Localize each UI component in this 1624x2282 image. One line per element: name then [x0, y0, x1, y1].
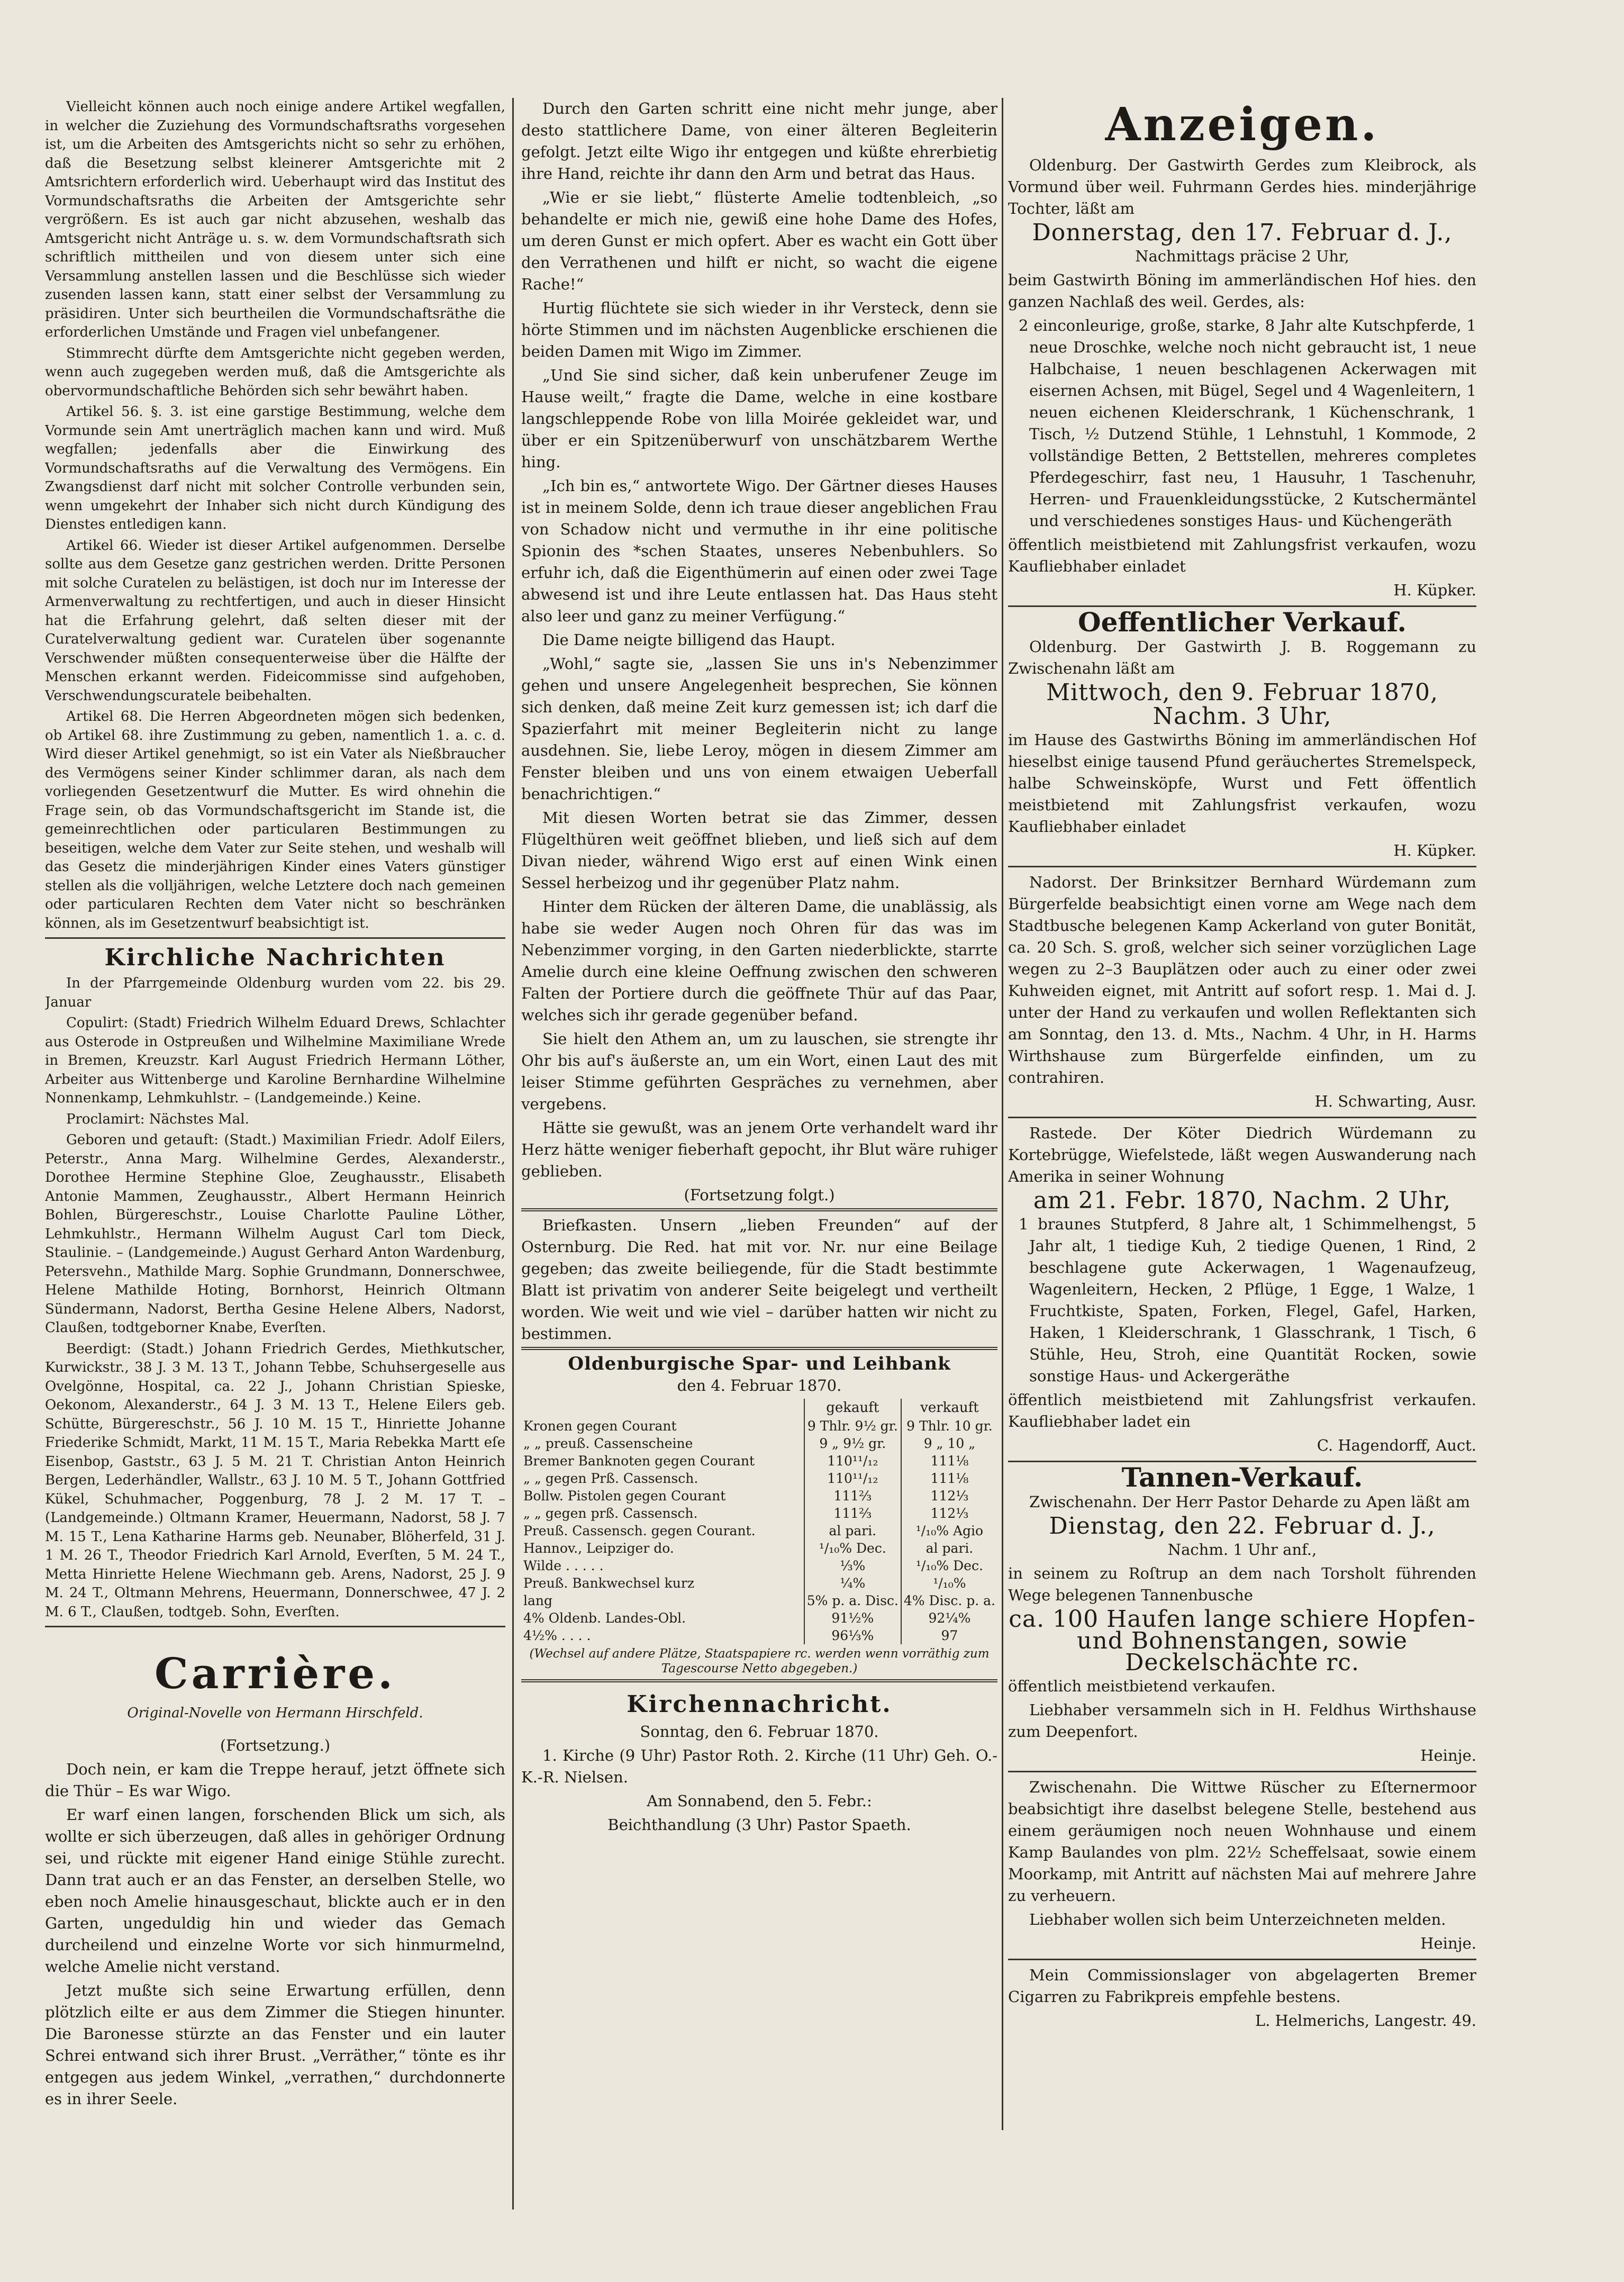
ad-date: am 21. Febr. 1870, Nachm. 2 Uhr, — [1033, 1187, 1451, 1214]
sell-value: 9 Thlr. 10 gr. — [901, 1417, 997, 1435]
buy-value: 9 Thlr. 9½ gr. — [804, 1417, 901, 1435]
buy-value: 111⅔ — [804, 1505, 901, 1522]
table-row — [521, 1505, 997, 1522]
bank-date: den 4. Februar 1870. — [677, 1377, 842, 1394]
column-left — [45, 98, 505, 2112]
sell-value: 111⅛ — [901, 1452, 997, 1470]
ad-signature: L. Helmerichs, Langestr. 49. — [1255, 2012, 1476, 2030]
row-label: „ „ gegen prß. Cassensch. — [523, 1506, 698, 1521]
divider — [1008, 1771, 1476, 1772]
paragraph: In der Pfarrgemeinde Oldenburg wurden vom 22. bis 29. Januar — [45, 975, 505, 1010]
ad-items: 1 braunes Stutpferd, 8 Jahre alt, 1 Schimmelhengst, 5 Jahr alt, 1 tiedige Kuh, 2 tiedige Quenen, 1 Rind, 2 beschlagene gute Ackerwagen, 1 Wagenaufzeug, Wagenleitern, Hecken, 2 Pflüge, 1 Egge, 1 Walze, 1 Fruchtkiste, Spaten, Forken, Flegel, Gafel, Harken, Haken, 1 Kleiderschrank, 1 Glasschrank, 1 Tisch, 6 Stühle, Heu, Stroh, eine Quantität Rocken, sowie sonstige Haus- und Ackergeräthe — [1019, 1215, 1476, 1385]
legal-commentary — [45, 98, 505, 933]
continuation-note: (Fortsetzung.) — [220, 1736, 331, 1754]
paragraph: Stimmrecht dürfte dem Amtsgerichte nicht gegeben werden, wenn auch zugegeben werden muß, daß die Amtsgerichte als obervormundschaftliche Behörden sich sehr bewährt haben. — [45, 345, 505, 399]
table-header — [521, 1399, 997, 1417]
ad-intro: Zwischenahn. Der Herr Pastor Deharde zu Apen läßt am — [1029, 1493, 1470, 1511]
sell-value: 97 — [901, 1627, 997, 1644]
row-label: 4½% . . . . — [523, 1628, 591, 1643]
buy-value: 5% p. a. Disc. — [804, 1592, 901, 1609]
paragraph: „Ich bin es,“ antwortete Wigo. Der Gärtner dieses Hauses ist in meinem Solde, denn ich traue dieser angeblichen Frau von Schadow nicht und vermuthe in ihr eine politische Spionin des *schen Staates, unseres Nebenbuhlers. So erfuhr ich, daß die Eigenthümerin auf einen oder zwei Tage abwesend ist und ihre Leute entlassen hat. Das Haus steht also leer und ganz zu meiner Verfügung.“ — [521, 477, 997, 625]
paragraph: Proclamirt: Nächstes Mal. — [66, 1111, 249, 1127]
ad-signature: Heinje. — [1420, 1746, 1476, 1764]
ad-date: Dienstag, den 22. Februar d. J., — [1049, 1513, 1436, 1540]
notice-line: Beichthandlung (3 Uhr) Pastor Spaeth. — [607, 1816, 911, 1834]
continuation-note: (Fortsetzung folgt.) — [684, 1186, 835, 1204]
bank-note: (Wechsel auf andere Plätze, Staatspapiere rc. werden wenn vorräthig zum Tagescourse Netto abgegeben.) — [529, 1647, 990, 1676]
ad-signature: H. Küpker. — [1393, 581, 1476, 599]
ad-date: Mittwoch, den 9. Februar 1870, — [1046, 679, 1438, 706]
ad-emigration-sale — [1008, 1122, 1476, 1456]
paragraph: Copulirt: (Stadt) Friedrich Wilhelm Eduard Drews, Schlachter aus Osterode in Ostpreußen und Wilhelmine Maximiliane Wrede in Bremen, Kreuzstr. Karl August Friedrich Hermann Löther, Arbeiter aus Wittenberge und Karoline Bernhardine Wilhelmine Nonnenkamp, Lehmkuhlstr. – (Landgemeinde.) Keine. — [45, 1015, 505, 1106]
ad-signature: H. Küpker. — [1393, 841, 1476, 859]
sell-value: ¹/₁₀% Agio — [901, 1522, 997, 1540]
paragraph: Artikel 68. Die Herren Abgeordneten mögen sich bedenken, ob Artikel 68. ihre Zustimmung zu geben, namentlich 1. a. c. d. Wird dieser Artikel genehmigt, so ist ein Vater als Nießbraucher des Vermögens seiner Kinder schlimmer daran, als nach dem vorliegenden Gesetzentwurf die Mutter. Es wird ohnehin die Frage sein, ob das Vormundschaftsgericht im Stande ist, die gemeinrechtlichen oder particularen Bestimmungen zu beseitigen, welche dem Vater zur Seite stehen, und weshalb will das Gesetz die minderjährigen Kinder eines Vaters günstiger stellen als die volljährigen, welche Letztere doch nach gemeinen oder particularen Rechten dem Vater nicht so beschränken können, als im Gesetzentwurf beabsichtigt ist. — [45, 709, 505, 931]
ad-closing: öffentlich meistbietend mit Zahlungsfrist verkaufen, wozu Kaufliebhaber einladet — [1008, 536, 1476, 575]
ad-signature: H. Schwarting, Ausr. — [1314, 1092, 1476, 1110]
paragraph: Jetzt mußte sich seine Erwartung erfüllen, denn plötzlich eilte er aus dem Zimmer die Stiegen hinunter. Die Baronesse stürzte an das Fenster und ein lauter Schrei entwand sich ihrer Brust. „Verräther,“ tönte es ihr entgegen aus jedem Winkel, „verrathen,“ durchdonnerte es in ihrer Seele. — [45, 1981, 505, 2108]
ad-time: Nachm. 3 Uhr, — [1153, 703, 1332, 730]
ad-intro: Oldenburg. Der Gastwirth Gerdes zum Kleibrock, als Vormund über weil. Fuhrmann Gerdes hies. minderjährige Tochter, läßt am — [1008, 156, 1476, 218]
ad-items: 2 einconleurige, große, starke, 8 Jahr alte Kutschpferde, 1 neue Droschke, welche noch nicht gebraucht ist, 1 neue Halbchaise, 1 neuen beschlagenen Ackerwagen mit eisernen Achsen, mit Bügel, Segel und 4 Wagenleitern, 1 neuen eichenen Kleiderschrank, 1 Küchenschrank, 1 Tisch, ½ Dutzend Stühle, 1 Lehnstuhl, 1 Kommode, 2 vollständige Betten, 2 Bettstellen, mehreres completes Pferdegeschirr, fast neu, 1 Hausuhr, 1 Taschenuhr, Herren- und Frauenkleidungsstücke, 2 Kutschermäntel und verschiedenes sonstiges Haus- und Küchengeräth — [1019, 316, 1476, 530]
column-rule — [1002, 98, 1003, 2130]
ad-date: Donnerstag, den 17. Februar d. J., — [1032, 219, 1453, 246]
novel-continuation — [521, 98, 997, 1206]
church-news — [45, 974, 505, 1622]
ad-signature: Heinje. — [1420, 1934, 1476, 1952]
rates-table — [521, 1399, 997, 1644]
table-row — [521, 1452, 997, 1470]
paragraph: Hurtig flüchtete sie sich wieder in ihr Versteck, denn sie hörte Stimmen und im nächsten Augenblicke erschienen die beiden Damen mit Wigo im Zimmer. — [521, 299, 997, 360]
buy-value: ⅓% — [804, 1557, 901, 1574]
paragraph: Artikel 66. Wieder ist dieser Artikel aufgenommen. Derselbe sollte aus dem Gesetze ganz gestrichen werden. Dritte Personen mit solche Curatelen zu belästigen, ist doch nur im Interesse der Armenverwaltung zu rechtfertigen, und auch in dieser Hinsicht hat die Erfahrung gelehrt, daß selten dieser mit der Curatelverwaltung gedient war. Curatelen über sogenannte Verschwender müßten consequenterweise über die Hälfte der Menschen erkannt werden. Fideicommisse sind aufgehoben, Verschwendungscuratele beibehalten. — [45, 537, 505, 704]
ad-lease — [1008, 1777, 1476, 1954]
paragraph: „Wohl,“ sagte sie, „lassen Sie uns in's Nebenzimmer gehen und unsere Angelegenheit besprechen, Sie können sich denken, daß meine Zeit kurz gemessen ist; ich darf die Spazierfahrt mit meiner Begleiterin nicht zu lange ausdehnen. Sie, liebe Leroy, mögen in diesem Zimmer am Fenster bleiben und uns von einem etwaigen Ueberfall benachrichtigen.“ — [521, 655, 997, 803]
divider — [1008, 866, 1476, 867]
table-header-cell: verkauft — [901, 1399, 997, 1417]
ad-closing: öffentlich meistbietend verkaufen. — [1008, 1677, 1276, 1695]
row-label: Kronen gegen Courant — [523, 1418, 677, 1434]
divider — [45, 937, 505, 939]
sell-value: 92¼% — [901, 1609, 997, 1627]
row-label: „ „ preuß. Cassenscheine — [523, 1436, 693, 1451]
bank-rates — [521, 1347, 997, 1676]
novel-title: Carrière. — [155, 1649, 396, 1698]
ad-estate-sale — [1008, 155, 1476, 601]
row-label: „ „ gegen Prß. Cassensch. — [523, 1471, 698, 1486]
paragraph: Hinter dem Rücken der älteren Dame, die unablässig, als habe sie weder Augen noch Ohren für das was im Nebenzimmer vorging, in den Garten niederblickte, starrte Amelie durch eine kleine Oeffnung zwischen den schweren Falten der Portiere durch die geöffnete Thür auf das Paar, welches sich ihr gerade gegenüber befand. — [521, 898, 997, 1024]
buy-value: 91½% — [804, 1609, 901, 1627]
ad-timber-sale — [1008, 1462, 1476, 1767]
buy-value: 110¹¹/₁₂ — [804, 1452, 901, 1470]
paragraph: Vielleicht können auch noch einige andere Artikel wegfallen, in welcher die Zuziehung des Vormundschaftsraths vorgesehen ist, um die Arbeiten des Amtsgerichts nicht so sehr zu erhöhen, daß die Besetzung selbst kleinerer Amtsgerichte mit 2 Amtsrichtern erforderlich wird. Ueberhaupt wird das Institut des Vormundschaftsraths die Arbeiten der Amtsgerichte sehr vergrößern. Es ist auch gar nicht abzusehen, weshalb das Amtsgericht nicht Anträge u. s. w. dem Vormundschaftsrath sich schriftlich mittheilen und von diesem unter sich eine Versammlung anstellen lassen und die Beschlüsse sich wieder zusenden lassen kann, statt einer selbst der Versammlung zu präsidiren. Unter sich beurtheilen die Vormundschaftsräthe die erforderlichen Umstände und Fragen viel unbefangener. — [45, 99, 505, 340]
sell-value: 9 „ 10 „ — [901, 1435, 997, 1452]
table-header-cell — [521, 1399, 804, 1417]
paragraph: „Und Sie sind sicher, daß kein unberufener Zeuge im Hause weilt,“ fragte die Dame, welche in eine kostbare langschleppende Robe von lilla Moirée gekleidet war, und über er ein Spitzenüberwurf von unschätzbarem Werthe hing. — [521, 366, 997, 471]
table-row — [521, 1540, 997, 1557]
paragraph: Hätte sie gewußt, was an jenem Orte verhandelt ward ihr Herz hätte weniger fieberhaft gepocht, ihr Blut wäre ruhiger geblieben. — [521, 1119, 997, 1180]
novel-subtitle: Original-Novelle von Hermann Hirschfeld. — [127, 1705, 423, 1721]
table-row — [521, 1609, 997, 1627]
ad-place: in seinem zu Roſtrup an dem nach Torsholt führenden Wege belegenen Tannenbusche — [1008, 1564, 1476, 1604]
church-news-heading: Kirchliche Nachrichten — [104, 944, 446, 971]
paragraph: „Wie er sie liebt,“ flüsterte Amelie todtenbleich, „so behandelte er mich nie, gewiß eine hohe Dame des Hofes, um deren Gunst er mich opfert. Aber es wacht ein Gott über den Verrathenen und hilft er nicht, so wacht die eigene Rache!“ — [521, 188, 997, 293]
ad-intro: Oldenburg. Der Gastwirth J. B. Roggemann zu Zwischenahn läßt am — [1008, 638, 1476, 677]
row-label: Bremer Banknoten gegen Courant — [523, 1453, 755, 1469]
table-row — [521, 1557, 997, 1574]
ads-title: Anzeigen. — [1105, 98, 1380, 151]
ad-place: beim Gastwirth Böning im ammerländischen Hof hies. den ganzen Nachlaß des weil. Gerdes, als: — [1008, 271, 1476, 311]
notice-line: 1. Kirche (9 Uhr) Pastor Roth. 2. Kirche (11 Uhr) Geh. O.-K.-R. Nielsen. — [521, 1746, 997, 1786]
church-notice — [521, 1679, 997, 1836]
paragraph: Beerdigt: (Stadt.) Johann Friedrich Gerdes, Miethkutscher, Kurwickstr., 38 J. 3 M. 13 T., Johann Tebbe, Schuhsergeselle aus Ovelgönne, Hospital, ca. 22 J., Johann Christian Spieske, Oekonom, Alexanderstr., 64 J. 3 M. 13 T., Helene Eilers geb. Schütte, Bürgereschstr., 56 J. 10 M. 15 T., Hinriette Johanne Friederike Schmidt, Markt, 11 M. 15 T., Maria Rebekka Martt eſe Eisenbop, Gaststr., 63 J. 5 M. 21 T. Christian Anton Heinrich Bergen, Lederhändler, Wallstr., 63 J. 10 M. 5 T., Johann Gottfried Kükel, Schuhmacher, Poggenburg, 78 J. 2 M. 17 T. – (Landgemeinde.) Oltmann Kramer, Heuermann, Nadorst, 58 J. 7 M. 15 T., Lena Katharine Harms geb. Neunaber, Blöherfeld, 31 J. 1 M. 26 T., Theodor Friedrich Karl Arnold, Everſten, 5 M. 24 T., Metta Hinriette Helene Wiechmann geb. Arens, Nadorst, 25 J. 9 M. 24 T., Oltmann Mehrens, Heuermann, Donnerschwee, 47 J. 2 M. 6 T., Claußen, todtgeb. Sohn, Everſten. — [45, 1341, 505, 1620]
ad-title: Oeffentlicher Verkauf. — [1078, 606, 1407, 638]
ad-intro: Rastede. Der Köter Diedrich Würdemann zu Kortebrügge, Wiefelstede, läßt wegen Auswanderung nach Amerika in seiner Wohnung — [1008, 1124, 1476, 1185]
ad-signature: C. Hagendorff, Auct. — [1317, 1436, 1476, 1454]
church-notice-title: Kirchennachricht. — [627, 1691, 892, 1718]
table-row — [521, 1487, 997, 1505]
buy-value: 110¹¹/₁₂ — [804, 1470, 901, 1487]
buy-value: al pari. — [804, 1522, 901, 1540]
table-row — [521, 1574, 997, 1592]
table-row — [521, 1470, 997, 1487]
row-label: Wilde . . . . . — [523, 1558, 604, 1573]
ad-body: Mein Commissionslager von abgelagerten Bremer Cigarren zu Fabrikpreis empfehle bestens. — [1008, 1966, 1476, 2006]
paragraph: Er warf einen langen, forschenden Blick um sich, als wollte er sich überzeugen, daß alles in gehöriger Ordnung sei, und rückte mit eigener Hand einige Stühle zurecht. Dann trat auch er an das Fenster, an derselben Stelle, wo eben noch Amelie hinausgeschaut, blickte auch er in den Garten, ungeduldig hin und wieder das Gemach durcheilend und einzelne Worte vor sich hinmurmelnd, welche Amelie nicht verstand. — [45, 1806, 505, 1976]
ad-body: im Hause des Gastwirths Böning im ammerländischen Hof hieselbst einige tausend Pfund geräuchertes Stremelspeck, halbe Schweinsköpfe, Wurst und Fett öffentlich meistbietend mit Zahlungsfrist verkaufen, wozu Kaufliebhaber einladet — [1008, 731, 1476, 836]
letterbox-text: Briefkasten. Unsern „lieben Freunden“ auf der Osternburg. Die Red. hat mit vor. Nr. nur eine Beilage gegeben; das zweite beiliegende, für die Stadt bestimmte Blatt ist privatim von anderer Seite beigelegt und vertheilt worden. Wie weit und wie viel – darüber hatten wir nicht zu bestimmen. — [521, 1216, 997, 1343]
ad-body: Nadorst. Der Brinksitzer Bernhard Würdemann zum Bürgerfelde beabsichtigt einen vorne am Wege nach dem Stadtbusche belegenen Kamp Ackerland von guter Bonität, ca. 20 Sch. S. groß, welcher sich seiner vorzüglichen Lage wegen zu 2–3 Bauplätzen oder auch zu einer oder zwei Kuhweiden eignet, mit Antritt auf sofort resp. 1. Mai d. J. unter der Hand zu verkaufen und wollen Reflektanten sich am Sonntag, den 13. d. Mts., Nachm. 4 Uhr, in H. Harms Wirthshause zum Bürgerfelde einfinden, um zu contrahiren. — [1008, 873, 1476, 1086]
paragraph: Sie hielt den Athem an, um zu lauschen, sie strengte ihr Ohr bis auf's äußerste an, um ein Wort, einen Laut des mit leiser Stimme geführten Gespräches zu vernehmen, aber vergebens. — [521, 1030, 997, 1113]
row-label: 4% Oldenb. Landes-Obl. — [523, 1610, 686, 1626]
ad-body: Zwischenahn. Die Wittwe Rüscher zu Eſternermoor beabsichtigt ihre daselbst belegene Stelle, bestehend aus einem geräumigen noch neuen Wohnhause und einem Kamp Baulandes von plm. 22½ Scheffelsaat, sowie einem Moorkamp, mit Antritt auf nächsten Mai auf mehrere Jahre zu verheuern. — [1008, 1778, 1476, 1905]
row-label: Hannov., Leipziger do. — [523, 1541, 674, 1556]
bank-title: Oldenburgische Spar- und Leihbank — [568, 1353, 951, 1374]
row-label: lang — [523, 1593, 553, 1608]
sell-value: al pari. — [901, 1540, 997, 1557]
table-row — [521, 1627, 997, 1644]
paragraph: Mit diesen Worten betrat sie das Zimmer, dessen Flügelthüren weit geöffnet blieben, und ließ sich auf dem Divan nieder, während Wigo erst auf einen Wink einen Sessel herbeizog und ihr gegenüber Platz nahm. — [521, 809, 997, 892]
ad-time: Nachmittags präcise 2 Uhr, — [1135, 247, 1349, 265]
sell-value: 111⅛ — [901, 1470, 997, 1487]
ad-time: Nachm. 1 Uhr anf., — [1167, 1541, 1317, 1559]
letterbox — [521, 1208, 997, 1345]
ad-closing: öffentlich meistbietend mit Zahlungsfrist verkaufen. Kaufliebhaber ladet ein — [1008, 1391, 1476, 1430]
ad-meeting: Liebhaber wollen sich beim Unterzeichneten melden. — [1029, 1910, 1446, 1928]
ad-land-sale — [1008, 872, 1476, 1112]
sell-value: 112⅓ — [901, 1505, 997, 1522]
row-label: Bollw. Pistolen gegen Courant — [523, 1488, 726, 1504]
paragraph: Doch nein, er kam die Treppe herauf, jetzt öffnete sich die Thür – Es war Wigo. — [45, 1760, 505, 1800]
paragraph: Durch den Garten schritt eine nicht mehr junge, aber desto stattlichere Dame, von einer älteren Begleiterin gefolgt. Jetzt eilte Wigo ihr entgegen und küßte ehrerbietig ihre Hand, reichte ihr dann den Arm und betrat das Haus. — [521, 99, 997, 183]
buy-value: 111⅔ — [804, 1487, 901, 1505]
sell-value: 4% Disc. p. a. — [901, 1592, 997, 1609]
buy-value: 96⅓% — [804, 1627, 901, 1644]
sell-value: ¹/₁₀% Dec. — [901, 1557, 997, 1574]
column-rule — [512, 98, 514, 2209]
table-row — [521, 1592, 997, 1609]
paragraph: Geboren und getauft: (Stadt.) Maximilian Friedr. Adolf Eilers, Peterstr., Anna Marg. Wilhelmine Gerdes, Alexanderstr., Dorothee Hermine Stephine Gloe, Zeughausstr., Elisabeth Antonie Mammen, Zeughausstr., Albert Hermann Heinrich Bohlen, Bürgereschstr., Louise Charlotte Pauline Löther, Lehmkuhlstr., Hermann Wilhelm August Carl tom Dieck, Staulinie. – (Landgemeinde.) August Gerhard Anton Wardenburg, Petersvehn., Mathilde Marg. Sophie Grundmann, Donnerschwee, Helene Mathilde Hoting, Bornhorst, Heinrich Oltmann Sündermann, Nadorst, Bertha Gesine Helene Albers, Nadorst, Claußen, todtgeborner Knabe, Everſten. — [45, 1132, 505, 1336]
ad-title: Tannen-Verkauf. — [1121, 1462, 1363, 1493]
row-label: Preuß. Bankwechsel kurz — [523, 1575, 695, 1591]
table-row — [521, 1522, 997, 1540]
table-header-cell: gekauft — [804, 1399, 901, 1417]
paragraph: Die Dame neigte billigend das Haupt. — [542, 631, 836, 649]
notice-line: Am Sonnabend, den 5. Febr.: — [647, 1792, 872, 1810]
sell-value: ¹/₁₀% — [901, 1574, 997, 1592]
ad-cigars — [1008, 1964, 1476, 2032]
notice-line: Sonntag, den 6. Februar 1870. — [640, 1723, 879, 1741]
ad-public-sale — [1008, 606, 1476, 862]
row-label: Preuß. Cassensch. gegen Courant. — [523, 1523, 756, 1538]
table-row — [521, 1435, 997, 1452]
column-right — [1008, 98, 1476, 2034]
ad-meeting: Liebhaber versammeln sich in H. Feldhus Wirthshause zum Deepenfort. — [1008, 1701, 1476, 1741]
buy-value: ¹/₁₀% Dec. — [804, 1540, 901, 1557]
sell-value: 112⅓ — [901, 1487, 997, 1505]
column-middle — [521, 98, 997, 1838]
table-row — [521, 1417, 997, 1435]
divider — [45, 1626, 505, 1627]
divider — [1008, 1117, 1476, 1118]
divider — [1008, 1959, 1476, 1960]
ad-highlight: ca. 100 Haufen lange schiere Hopfen- und Bohnenstangen, sowie Deckelschächte rc. — [1009, 1606, 1476, 1676]
buy-value: ¼% — [804, 1574, 901, 1592]
buy-value: 9 „ 9½ gr. — [804, 1435, 901, 1452]
paragraph: Artikel 56. §. 3. ist eine garstige Bestimmung, welche dem Vormunde sein Amt unerträglich machen kann und wird. Muß wegfallen; jedenfalls aber die Einwirkung des Vormundschaftsraths auf die Verwaltung des Vermögens. Ein Zwangsdienst darf nicht mit solcher Controlle verbunden sein, wenn umgekehrt der Inhaber sich nicht durch Kündigung des Dienstes entledigen kann. — [45, 404, 505, 532]
